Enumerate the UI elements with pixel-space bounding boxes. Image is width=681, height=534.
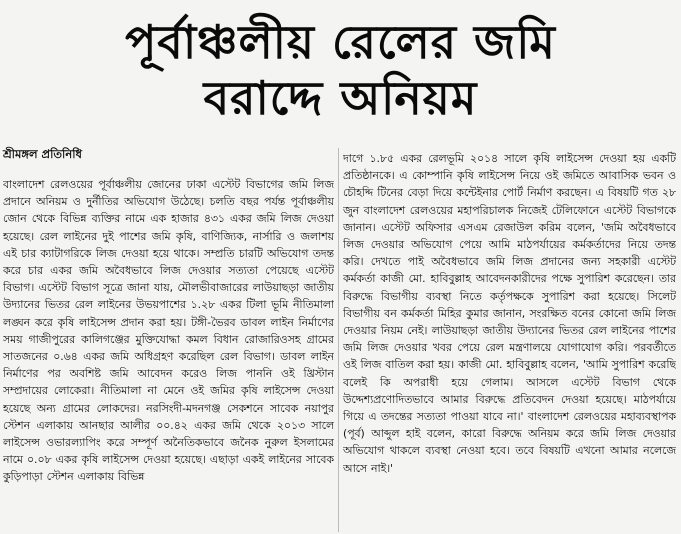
headline-line-1: পূর্বাঞ্চলীয় রেলের জমি (125, 15, 556, 69)
left-column-text: বাংলাদেশ রেলওয়ের পূর্বাঞ্চলীয় জোনের ঢাকা এস্টেট বিভাগের জমি লিজ প্রদানে অনিয়ম ও দুর্নীতির অভিযোগ উঠেছে। চলতি বছর পর্যন্ত পূর্বাঞ্চলীয় জোন থেকে বিভিন্ন ব্যক্তির নামে এক হাজার ৪৩১ একর জমি লিজ দেওয়া হয়েছে। রেল লাইনের দুই পাশের জমি কৃষি, বাণিজ্যিক, নার্সারি ও জলাশয় এই চার ক্যাটাগরিকে লিজ দেওয়া হয়ে থাকে। সম্প্রতি চারটি অভিযোগ তদন্ত করে চার একর জমি অবৈধভাবে লিজ দেওয়ার সত্যতা পেয়েছে এস্টেট বিভাগ। এস্টেট বিভাগ সূত্রে জানা যায়, মৌলভীবাজারের লাউয়াছড়া জাতীয় উদ্যানের ভিতর রেল লাইনের উভয়পাশের ১.২৮ একর টিলা ভূমি নীতিমালা লঙ্ঘন করে কৃষি লাইসেন্স প্রদান করা হয়। টঙ্গী-ভৈরব ডাবল লাইন নির্মাণের সময় গাজীপুরের কালিগঞ্জের মুক্তিযোদ্ধা কমল বিধান রোজারিওসহ গ্রামের সাতজনের ০.৬৪ একর জমি অধিগ্রহণ করেছিল রেল বিভাগ। ডাবল লাইন নির্মাণের পর অবশিষ্ট জমি আবেদন করেও লিজ পাননি ওই খ্রিস্টান সম্প্রদায়ের লোকেরা। নীতিমালা না মেনে ওই জমির কৃষি লাইসেন্স দেওয়া হয়েছে অন্য গ্রামের লোকদের। নরসিংদী-মদনগঞ্জ সেকশনে সাবেক নয়াপুর স্টেশন এলাকায় আনছার আলীর ০০.৪২ একর জমি থেকে ২০১৩ সালে লাইসেন্স ওভারল্যাপিং করে সম্পূর্ণ অনৈতিকভাবে জনৈক নুরুল ইসলামের নামে ০.০৮ একর কৃষি লাইসেন্স দেওয়া হয়েছে। এছাড়া একই লাইনের সাবেক কুড়িপাড়া স্টেশন এলাকায় বিভিন্ন (3, 178, 334, 484)
byline: শ্রীমঙ্গল প্রতিনিধি (3, 147, 82, 161)
column-divider (338, 148, 339, 532)
right-column-text: দাগে ১.৮৫ একর রেলভূমি ২০১৪ সালে কৃষি লাইসেন্স দেওয়া হয় একটি প্রতিষ্ঠানকে। এ কোম্পানি কৃষি লাইসেন্স নিয়ে ওই জমিতে আবাসিক ভবন ও চৌহদ্দি টিনের বেড়া দিয়ে কন্টেইনার পোর্ট নির্মাণ করছেন। এ বিষয়টি গত ২৮ জুন বাংলাদেশ রেলওয়ের মহাপরিচালক নিজেই টেলিফোনে এস্টেট বিভাগকে জানান। এস্টেট অফিসার এসএম রেজাউল করিম বলেন, 'জমি অবৈধভাবে লিজ দেওয়ার অভিযোগ পেয়ে আমি মাঠপর্যায়ের কর্মকর্তাদের নিয়ে তদন্ত করি। দেখতে পাই অবৈধভাবে জমি লিজ প্রদানের জন্য সহকারী এস্টেট কর্মকর্তা কাজী মো. হাবিবুল্লাহ আবেদনকারীদের পক্ষে সুপারিশ করেছেন। তার বিরুদ্ধে বিভাগীয় ব্যবস্থা নিতে কর্তৃপক্ষকে সুপারিশ করা হয়েছে। সিলেট বিভাগীয় বন কর্মকর্তা মিহির কুমার জানান, সংরক্ষিত বনের কোনো জমি লিজ দেওয়ার নিয়ম নেই। লাউয়াছড়া জাতীয় উদ্যানের ভিতর রেল লাইনের পাশের জমি লিজ দেওয়ার খবর পেয়ে রেল মন্ত্রণালয়ে যোগাযোগ করি। পরবর্তীতে ওই লিজ বাতিল করা হয়। কাজী মো. হাবিবুল্লাহ বলেন, 'আমি সুপারিশ করেছি বলেই কি অপরাধী হয়ে গেলাম। আসলে এস্টেট বিভাগ থেকে উদ্দেশ্যপ্রণোদিতভাবে আমার বিরুদ্ধে প্রতিবেদন দেওয়া হয়েছে। মাঠপর্যায়ে গিয়ে এ তদন্তের সত্যতা পাওয়া যাবে না।' বাংলাদেশ রেলওয়ের মহাব্যবস্থাপক (পূর্ব) আব্দুল হাই বলেন, কারো বিরুদ্ধে অনিয়ম করে জমি লিজ দেওয়ার অভিযোগ থাকলে ব্যবস্থা নেওয়া হবে। তবে বিষয়টি এখনো আমার নলেজে আসে নাই।' (343, 152, 676, 475)
headline (0, 14, 681, 126)
headline-line-2: বরাদ্দে অনিয়ম (203, 71, 478, 125)
article-column-right (343, 150, 676, 534)
article-column-left (3, 176, 334, 534)
